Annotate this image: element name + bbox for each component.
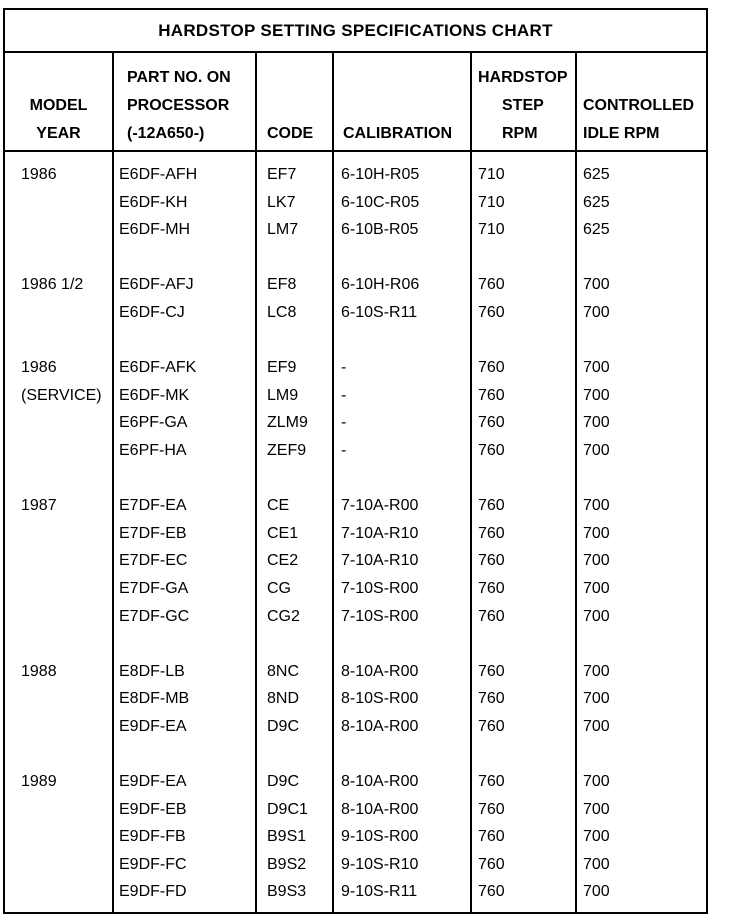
part-number-cell: E6PF-GA [119, 414, 188, 432]
controlled-idle-rpm-cell: 700 [583, 800, 610, 818]
row-gap [119, 630, 197, 658]
controlled-idle-rpm-cell: 700 [583, 303, 610, 321]
hardstop-step-rpm-cell: 760 [478, 773, 505, 791]
header-calibration: CALIBRATION [343, 125, 453, 142]
row-gap [119, 740, 197, 768]
calibration-cell: - [341, 386, 347, 404]
calibration-cell: 8-10A-R00 [341, 662, 419, 680]
hardstop-step-rpm-cell: 760 [478, 276, 505, 294]
calibration-cell: 6-10C-R05 [341, 193, 420, 211]
row-gap [119, 327, 197, 355]
model-year-cell [21, 685, 102, 713]
calibration-cell: - [341, 414, 347, 432]
calibration-cell: 6-10S-R11 [341, 303, 418, 321]
header-part-no: PART NO. ON PROCESSOR (-12A650-) [127, 69, 231, 142]
row-gap [341, 740, 419, 768]
model-year-cell [21, 796, 102, 824]
part-number-cell: E6DF-AFJ [119, 276, 194, 294]
hardstop-step-rpm-cell: 760 [478, 524, 505, 542]
row-gap [341, 327, 419, 355]
code-cell: D9C [267, 717, 300, 735]
part-number-cell: E9DF-FB [119, 828, 186, 846]
code-cell: EF9 [267, 359, 297, 377]
controlled-idle-rpm-cell: 700 [583, 607, 610, 625]
model-year-cell [21, 713, 102, 741]
column-divider [575, 51, 577, 912]
column-divider [255, 51, 257, 912]
code-cell: D9C1 [267, 800, 308, 818]
controlled-idle-rpm-cell: 700 [583, 524, 610, 542]
header-divider [5, 150, 706, 152]
hardstop-step-rpm-cell: 710 [478, 221, 505, 239]
code-cell: CE [267, 497, 290, 515]
row-gap [478, 244, 505, 272]
model-year-cell: 1988 [21, 662, 57, 680]
model-year-cell: 1986 [21, 359, 57, 377]
model-year-cell: 1986 1/2 [21, 276, 84, 294]
model-year-cell [21, 409, 102, 437]
hardstop-step-rpm-cell: 760 [478, 855, 505, 873]
part-number-cell: E6DF-MH [119, 221, 191, 239]
model-year-cell [21, 575, 102, 603]
calibration-cell: 9-10S-R11 [341, 883, 418, 901]
column-divider [332, 51, 334, 912]
controlled-idle-rpm-cell: 700 [583, 386, 610, 404]
hardstop-step-rpm-cell: 760 [478, 414, 505, 432]
code-cell: CG [267, 579, 291, 597]
code-cell: CE1 [267, 524, 299, 542]
part-number-cell: E6DF-KH [119, 193, 188, 211]
row-gap [119, 465, 197, 493]
row-gap [267, 244, 308, 272]
part-number-cell: E8DF-LB [119, 662, 185, 680]
calibration-cell: - [341, 441, 347, 459]
code-cell: LM9 [267, 386, 299, 404]
model-year-cell [21, 823, 102, 851]
calibration-cell: 8-10A-R00 [341, 800, 419, 818]
row-gap [583, 465, 610, 493]
header-hardstop-step-rpm: HARDSTOP STEP RPM [478, 69, 568, 142]
model-year-cell [21, 520, 102, 548]
row-gap [583, 740, 610, 768]
part-number-cell: E6DF-AFK [119, 359, 197, 377]
part-number-cell: E6DF-AFH [119, 166, 198, 183]
row-gap [583, 244, 610, 272]
row-gap [21, 740, 102, 768]
row-gap [267, 630, 308, 658]
calibration-cell: 7-10A-R10 [341, 524, 419, 542]
part-number-cell: E7DF-GA [119, 579, 189, 597]
hardstop-step-rpm-column [478, 161, 505, 906]
code-cell: LK7 [267, 193, 296, 211]
part-number-cell: E9DF-EA [119, 717, 187, 735]
controlled-idle-rpm-cell: 700 [583, 662, 610, 680]
controlled-idle-rpm-cell: 700 [583, 441, 610, 459]
code-cell: 8NC [267, 662, 300, 680]
code-cell: CG2 [267, 607, 300, 625]
model-year-cell: 1986 [21, 166, 57, 183]
part-number-cell: E9DF-FD [119, 883, 187, 901]
code-cell: CE2 [267, 552, 299, 570]
row-gap [478, 630, 505, 658]
code-cell: EF7 [267, 166, 297, 183]
model-year-cell: 1989 [21, 773, 57, 791]
code-cell: LC8 [267, 303, 297, 321]
hardstop-step-rpm-cell: 760 [478, 800, 505, 818]
part-number-cell: E7DF-EC [119, 552, 188, 570]
hardstop-step-rpm-cell: 710 [478, 193, 505, 211]
calibration-cell: 9-10S-R00 [341, 828, 419, 846]
row-gap [21, 630, 102, 658]
calibration-cell: 9-10S-R10 [341, 855, 419, 873]
controlled-idle-rpm-cell: 700 [583, 579, 610, 597]
controlled-idle-rpm-cell: 700 [583, 552, 610, 570]
code-cell: ZLM9 [267, 414, 308, 432]
hardstop-step-rpm-cell: 760 [478, 828, 505, 846]
calibration-cell: 8-10A-R00 [341, 773, 419, 791]
hardstop-step-rpm-cell: 760 [478, 607, 505, 625]
code-cell: EF8 [267, 276, 297, 294]
code-cell: B9S3 [267, 883, 307, 901]
table-title: HARDSTOP SETTING SPECIFICATIONS CHART [5, 10, 706, 53]
controlled-idle-rpm-cell: 625 [583, 221, 610, 239]
row-gap [341, 465, 419, 493]
model-year-column [21, 161, 102, 906]
controlled-idle-rpm-cell: 700 [583, 414, 610, 432]
header-code: CODE [267, 125, 314, 142]
part-number-cell: E9DF-EB [119, 800, 187, 818]
hardstop-step-rpm-cell: 760 [478, 303, 505, 321]
row-gap [583, 630, 610, 658]
hardstop-step-rpm-cell: 760 [478, 441, 505, 459]
part-number-cell: E6PF-HA [119, 441, 187, 459]
part-number-cell: E8DF-MB [119, 690, 190, 708]
controlled-idle-rpm-cell: 700 [583, 690, 610, 708]
header-controlled-idle-rpm: CONTROLLED IDLE RPM [583, 97, 695, 142]
hardstop-step-rpm-cell: 760 [478, 386, 505, 404]
code-cell: ZEF9 [267, 441, 307, 459]
hardstop-step-rpm-cell: 710 [478, 166, 505, 183]
calibration-cell: 8-10A-R00 [341, 717, 419, 735]
controlled-idle-rpm-cell: 700 [583, 276, 610, 294]
hardstop-step-rpm-cell: 760 [478, 579, 505, 597]
controlled-idle-rpm-column [583, 161, 610, 906]
hardstop-step-rpm-cell: 760 [478, 883, 505, 901]
controlled-idle-rpm-cell: 625 [583, 193, 610, 211]
model-year-cell [21, 878, 102, 906]
part-number-cell: E7DF-EA [119, 497, 187, 515]
row-gap [21, 327, 102, 355]
calibration-cell: 7-10A-R10 [341, 552, 419, 570]
controlled-idle-rpm-cell: 700 [583, 717, 610, 735]
model-year-cell [21, 189, 102, 217]
calibration-column [341, 161, 419, 906]
row-gap [478, 740, 505, 768]
row-gap [583, 327, 610, 355]
column-divider [470, 51, 472, 912]
code-cell: 8ND [267, 690, 300, 708]
part-number-cell: E6DF-CJ [119, 303, 185, 321]
hardstop-spec-table [3, 8, 708, 914]
model-year-cell: 1987 [21, 497, 57, 515]
row-gap [478, 465, 505, 493]
row-gap [21, 465, 102, 493]
code-cell: D9C [267, 773, 300, 791]
hardstop-step-rpm-cell: 760 [478, 359, 505, 377]
model-year-cell [21, 437, 102, 465]
code-cell: LM7 [267, 221, 299, 239]
calibration-cell: - [341, 359, 347, 377]
calibration-cell: 7-10S-R00 [341, 607, 419, 625]
code-cell: B9S1 [267, 828, 307, 846]
row-gap [341, 244, 419, 272]
calibration-cell: 6-10H-R05 [341, 166, 420, 183]
part-number-cell: E9DF-FC [119, 855, 187, 873]
controlled-idle-rpm-cell: 700 [583, 773, 610, 791]
row-gap [267, 327, 308, 355]
controlled-idle-rpm-cell: 700 [583, 359, 610, 377]
calibration-cell: 6-10H-R06 [341, 276, 420, 294]
controlled-idle-rpm-cell: 700 [583, 828, 610, 846]
header-model-year: MODEL YEAR [29, 97, 88, 142]
row-gap [267, 740, 308, 768]
part-no-column [119, 161, 197, 906]
model-year-cell [21, 547, 102, 575]
row-gap [119, 244, 197, 272]
controlled-idle-rpm-cell: 700 [583, 497, 610, 515]
model-year-cell [21, 603, 102, 631]
calibration-cell: 7-10S-R00 [341, 579, 419, 597]
part-number-cell: E7DF-EB [119, 524, 187, 542]
model-year-cell [21, 216, 102, 244]
controlled-idle-rpm-cell: 700 [583, 855, 610, 873]
hardstop-step-rpm-cell: 760 [478, 690, 505, 708]
model-year-cell: (SERVICE) [21, 386, 102, 404]
hardstop-step-rpm-cell: 760 [478, 717, 505, 735]
model-year-cell [21, 299, 102, 327]
code-column [267, 161, 308, 906]
controlled-idle-rpm-cell: 700 [583, 883, 610, 901]
code-cell: B9S2 [267, 855, 307, 873]
calibration-cell: 6-10B-R05 [341, 221, 419, 239]
calibration-cell: 7-10A-R00 [341, 497, 419, 515]
calibration-cell: 8-10S-R00 [341, 690, 419, 708]
hardstop-step-rpm-cell: 760 [478, 552, 505, 570]
row-gap [478, 327, 505, 355]
row-gap [341, 630, 419, 658]
row-gap [267, 465, 308, 493]
hardstop-step-rpm-cell: 760 [478, 497, 505, 515]
part-number-cell: E7DF-GC [119, 607, 190, 625]
part-number-cell: E6DF-MK [119, 386, 190, 404]
hardstop-step-rpm-cell: 760 [478, 662, 505, 680]
model-year-cell [21, 851, 102, 879]
row-gap [21, 244, 102, 272]
controlled-idle-rpm-cell: 625 [583, 166, 610, 183]
part-number-cell: E9DF-EA [119, 773, 187, 791]
column-divider [112, 51, 114, 912]
